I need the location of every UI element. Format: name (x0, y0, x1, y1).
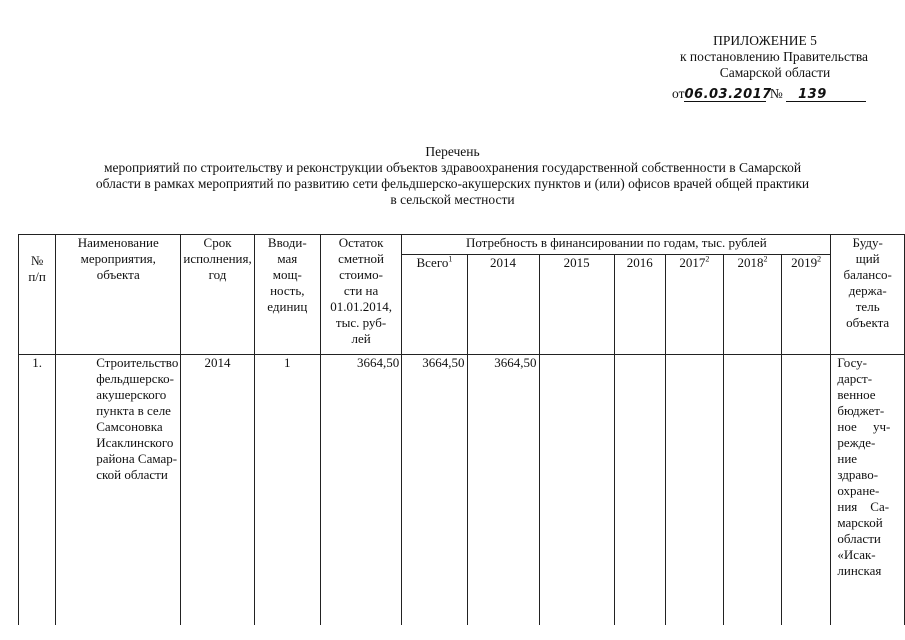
row-total: 3664,50 (402, 355, 467, 625)
appendix-line-1: к постановлению Правительства (679, 49, 869, 64)
header-row-1 (19, 235, 905, 255)
header-total: Всего$^1$ (402, 255, 467, 355)
row-year-2017 (665, 355, 723, 625)
document-title: Перечень (425, 144, 480, 159)
document-subtitle-line-3: в сельской местности (390, 192, 515, 207)
row-year-2019 (781, 355, 830, 625)
header-remaining-cost: Остаток сметной стоимо- сти на 01.01.2014, тыс. руб- лей (320, 235, 401, 355)
header-year-2018: 2018$^2$ (723, 255, 781, 355)
measures-table (18, 234, 905, 625)
appendix-line-2: Самарской области (719, 65, 831, 80)
row-year-2018 (723, 355, 781, 625)
header-financing-group: Потребность в финансировании по годам, тыс. рублей (402, 235, 831, 255)
header-year-2016: 2016 (614, 255, 665, 355)
header-year-2017: 2017$^2$ (665, 255, 723, 355)
header-name: Наименование мероприятия, объекта (56, 235, 181, 355)
number-value: 139 (786, 88, 866, 102)
row-balance-holder: Госу- дарст- венное бюджет- ное уч- режде- ние здраво- охране- ния Са- марской области «Исак- линская (831, 355, 905, 625)
row-year-2014: 3664,50 (467, 355, 539, 625)
row-term: 2014 (181, 355, 254, 625)
header-balance-holder: Буду- щий балансо- держа- тель объекта (831, 235, 905, 355)
table-row (19, 355, 905, 625)
header-capacity: Вводи- мая мощ- ность, единиц (254, 235, 320, 355)
number-prefix: № (769, 86, 783, 101)
header-year-2019: 2019$^2$ (781, 255, 830, 355)
document-subtitle-line-2: области в рамках мероприятий по развитию сети фельдшерско-акушерских пунктов и (или) офисов врачей общей практики (95, 176, 810, 191)
row-year-2015 (539, 355, 614, 625)
header-year-2015: 2015 (539, 255, 614, 355)
header-term: Срок исполнения, год (181, 235, 254, 355)
row-capacity: 1 (254, 355, 320, 625)
row-year-2016 (614, 355, 665, 625)
row-name: Строительство фельдшерско- акушерского пункта в селе Самсоновка Исаклинского района Самар- ской области (56, 355, 181, 625)
appendix-date-number (672, 86, 866, 102)
date-value: 06.03.2017 (684, 87, 772, 102)
header-year-2014: 2014 (467, 255, 539, 355)
document-subtitle-line-1: мероприятий по строительству и реконструкции объектов здравоохранения государственной собственности в Самарской (103, 160, 802, 175)
row-num: 1. (19, 355, 56, 625)
date-prefix: от (672, 86, 685, 101)
header-num: № п/п (19, 235, 56, 355)
row-remaining-cost: 3664,50 (320, 355, 401, 625)
appendix-title: ПРИЛОЖЕНИЕ 5 (713, 33, 817, 48)
